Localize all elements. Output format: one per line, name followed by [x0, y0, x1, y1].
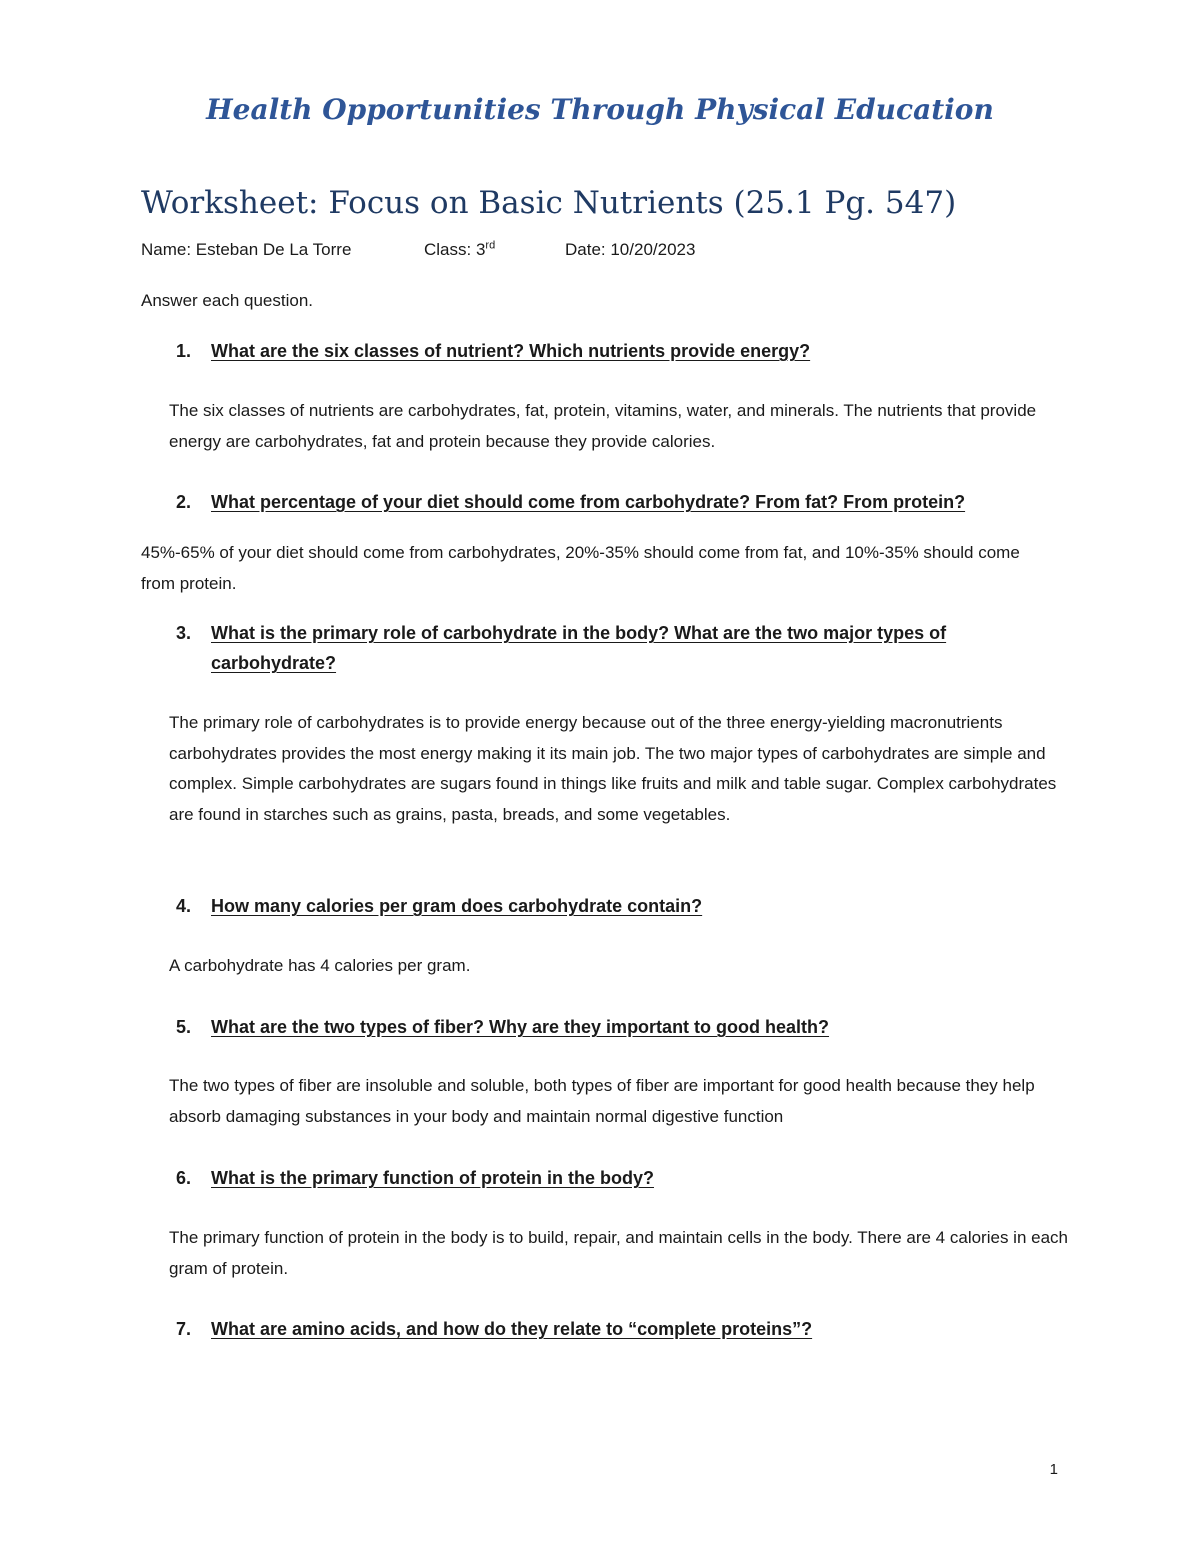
question-4: [176, 891, 1056, 921]
question-text: How many calories per gram does carbohydrate contain?: [211, 896, 703, 916]
question-number: 4.: [176, 896, 192, 916]
question-text: What percentage of your diet should come from carbohydrate? From fat? From protein?: [211, 492, 966, 512]
question-text: What are the two types of fiber? Why are they important to good health?: [211, 1017, 830, 1037]
answer-3: The primary role of carbohydrates is to provide energy because out of the three energy-yielding macronutrients carbohydrates provides the most energy making it its main job. The two major types of carbohydrates are simple and complex. Simple carbohydrates are sugars found in things like fruits and milk and table sugar. Complex carbohydrates are found in starches such as grains, pasta, breads, and some vegetables.: [169, 713, 1057, 824]
question-text: What are amino acids, and how do they relate to “complete proteins”?: [211, 1319, 813, 1339]
question-number: 3.: [176, 623, 192, 643]
question-6: [176, 1163, 1056, 1193]
question-number: 6.: [176, 1168, 192, 1188]
answer-4: A carbohydrate has 4 calories per gram.: [169, 956, 471, 975]
question-5: [176, 1012, 1056, 1042]
answer-2: 45%-65% of your diet should come from carbohydrates, 20%-35% should come from fat, and 10%-35% should come from protein.: [141, 543, 1020, 593]
class-info: [424, 240, 495, 260]
class-prefix: Class: 3: [424, 240, 486, 259]
answer-5: The two types of fiber are insoluble and soluble, both types of fiber are important for good health because they help absorb damaging substances in your body and maintain normal digestive function: [169, 1076, 1035, 1126]
question-2: [176, 487, 1056, 517]
answer-1: The six classes of nutrients are carbohydrates, fat, protein, vitamins, water, and minerals. The nutrients that provide energy are carbohydrates, fat and protein because they provide calories.: [169, 401, 1037, 451]
answer-6: The primary function of protein in the body is to build, repair, and maintain cells in the body. There are 4 calories in each gram of protein.: [169, 1228, 1068, 1278]
class-suffix: rd: [485, 239, 496, 252]
question-text: What are the six classes of nutrient? Which nutrients provide energy?: [211, 341, 811, 361]
question-text: What is the primary function of protein in the body?: [211, 1168, 654, 1188]
date-info: Date: 10/20/2023: [565, 240, 696, 259]
question-number: 2.: [176, 492, 192, 512]
question-number: 5.: [176, 1017, 192, 1037]
question-text: What is the primary role of carbohydrate in the body? What are the two major types of carbohydrate?: [211, 623, 947, 673]
worksheet-title: Worksheet: Focus on Basic Nutrients (25.1 Pg. 547): [141, 185, 957, 221]
instructions: Answer each question.: [141, 291, 313, 310]
page-number: 1: [1049, 1461, 1058, 1478]
question-number: 7.: [176, 1319, 192, 1339]
question-number: 1.: [176, 341, 192, 361]
question-1: [176, 336, 1056, 366]
question-7: [176, 1314, 1056, 1344]
header-title: Health Opportunities Through Physical Education: [206, 93, 994, 126]
question-3: [176, 618, 1056, 678]
student-name: Name: Esteban De La Torre: [141, 240, 352, 259]
